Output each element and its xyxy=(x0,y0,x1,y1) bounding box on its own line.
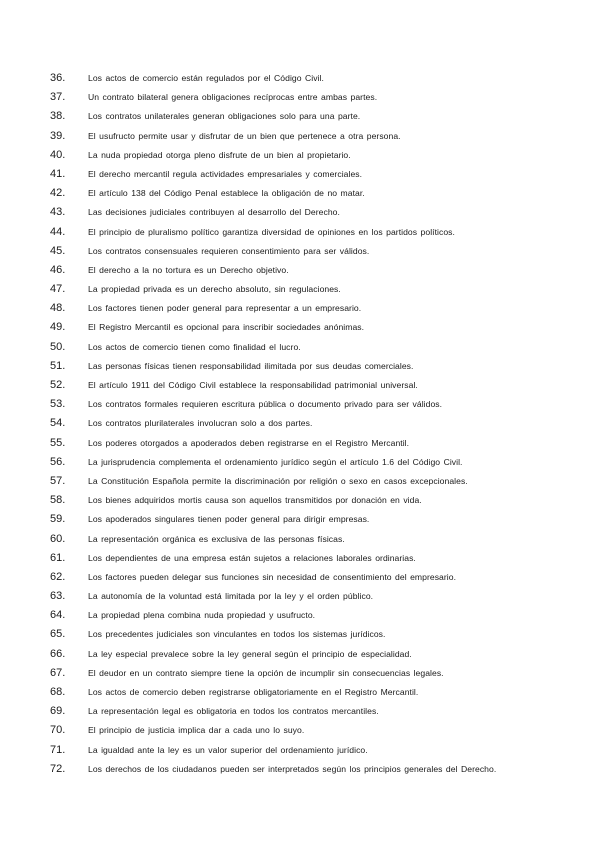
item-text: El derecho a la no tortura es un Derecho objetivo. xyxy=(88,264,289,275)
list-item xyxy=(50,69,570,88)
item-text: El deudor en un contrato siempre tiene la opción de incumplir sin consecuencias legales. xyxy=(88,667,444,678)
item-number: 71. xyxy=(50,743,66,756)
item-text: Los actos de comercio tienen como finalidad el lucro. xyxy=(88,341,301,352)
item-text: Los contratos unilaterales generan obligaciones solo para una parte. xyxy=(88,111,361,122)
item-number: 44. xyxy=(50,225,66,238)
item-text: Los factores tienen poder general para representar a un empresario. xyxy=(88,303,362,314)
item-number: 66. xyxy=(50,647,66,660)
list-item xyxy=(50,127,570,146)
item-number: 68. xyxy=(50,686,66,698)
list-item xyxy=(50,664,570,683)
item-text: Los contratos consensuales requieren consentimiento para ser válidos. xyxy=(88,245,370,256)
item-text: La propiedad privada es un derecho absoluto, sin regulaciones. xyxy=(88,284,341,295)
item-number: 51. xyxy=(50,359,66,372)
item-text: La ley especial prevalece sobre la ley general según el principio de especialidad. xyxy=(88,648,412,659)
item-text: Los actos de comercio están regulados por el Código Civil. xyxy=(88,73,324,83)
list-item xyxy=(50,107,570,126)
item-number: 63. xyxy=(50,590,66,603)
item-text: La jurisprudencia complementa el ordenamiento jurídico según el artículo 1.6 del Código Civil. xyxy=(88,456,463,467)
item-text: La propiedad plena combina nuda propiedad y usufructo. xyxy=(88,610,316,621)
list-item xyxy=(50,510,570,529)
item-number: 64. xyxy=(50,609,66,622)
list-item xyxy=(50,491,570,510)
list-item xyxy=(50,338,570,357)
item-text: Un contrato bilateral genera obligaciones recíprocas entre ambas partes. xyxy=(88,92,378,103)
list-item xyxy=(50,645,570,664)
item-number: 41. xyxy=(50,167,66,180)
item-number: 69. xyxy=(50,705,66,718)
list-item xyxy=(50,146,570,165)
list-item xyxy=(50,568,570,587)
list-item xyxy=(50,530,570,549)
item-number: 36. xyxy=(50,72,66,84)
list-item xyxy=(50,357,570,376)
list-item xyxy=(50,318,570,337)
item-number: 46. xyxy=(50,263,66,276)
item-text: La nuda propiedad otorga pleno disfrute de un bien al propietario. xyxy=(88,149,351,160)
statement-list xyxy=(50,69,570,779)
item-number: 42. xyxy=(50,187,66,200)
item-number: 65. xyxy=(50,628,66,641)
item-text: La autonomía de la voluntad está limitada por la ley y el orden público. xyxy=(88,591,374,602)
item-number: 60. xyxy=(50,532,66,545)
item-text: Los dependientes de una empresa están sujetos a relaciones laborales ordinarias. xyxy=(88,552,416,563)
list-item xyxy=(50,683,570,702)
item-number: 53. xyxy=(50,398,66,411)
list-item xyxy=(50,453,570,472)
item-text: La igualdad ante la ley es un valor superior del ordenamiento jurídico. xyxy=(88,744,368,755)
list-item xyxy=(50,242,570,261)
list-item xyxy=(50,395,570,414)
item-number: 39. xyxy=(50,129,66,142)
item-number: 57. xyxy=(50,474,66,487)
item-text: Los derechos de los ciudadanos pueden ser interpretados según los principios generales del Derecho. xyxy=(88,763,497,774)
list-item xyxy=(50,721,570,740)
item-text: El principio de pluralismo político garantiza diversidad de opiniones en los partidos políticos. xyxy=(88,226,455,237)
item-text: Las personas físicas tienen responsabilidad ilimitada por sus deudas comerciales. xyxy=(88,360,414,371)
list-item xyxy=(50,280,570,299)
list-item xyxy=(50,760,570,779)
list-item xyxy=(50,376,570,395)
item-text: El artículo 138 del Código Penal establece la obligación de no matar. xyxy=(88,188,365,199)
list-item xyxy=(50,88,570,107)
item-number: 59. xyxy=(50,513,66,526)
item-text: Los poderes otorgados a apoderados deben registrarse en el Registro Mercantil. xyxy=(88,437,410,448)
item-number: 48. xyxy=(50,302,66,315)
list-item xyxy=(50,299,570,318)
item-text: Las decisiones judiciales contribuyen al desarrollo del Derecho. xyxy=(88,207,340,218)
item-text: La Constitución Española permite la discriminación por religión o sexo en casos excepcionales. xyxy=(88,475,468,486)
item-text: Los factores pueden delegar sus funciones sin necesidad de consentimiento del empresario. xyxy=(88,571,457,582)
item-text: Los contratos plurilaterales involucran solo a dos partes. xyxy=(88,418,313,429)
item-text: El usufructo permite usar y disfrutar de un bien que pertenece a otra persona. xyxy=(88,130,401,141)
item-number: 43. xyxy=(50,206,66,219)
item-text: Los precedentes judiciales son vinculantes en todos los sistemas jurídicos. xyxy=(88,629,386,640)
item-number: 40. xyxy=(50,148,66,161)
item-number: 72. xyxy=(50,762,66,775)
item-number: 37. xyxy=(50,91,66,104)
item-number: 54. xyxy=(50,417,66,430)
list-item xyxy=(50,203,570,222)
item-number: 45. xyxy=(50,244,66,257)
item-text: El artículo 1911 del Código Civil establece la responsabilidad patrimonial universal. xyxy=(88,380,418,390)
item-number: 56. xyxy=(50,455,66,468)
list-item xyxy=(50,223,570,242)
item-number: 50. xyxy=(50,340,66,353)
list-item xyxy=(50,414,570,433)
list-item xyxy=(50,184,570,203)
list-item xyxy=(50,702,570,721)
list-item xyxy=(50,472,570,491)
item-number: 49. xyxy=(50,321,66,334)
list-item xyxy=(50,625,570,644)
item-number: 61. xyxy=(50,551,66,564)
list-item xyxy=(50,606,570,625)
item-number: 70. xyxy=(50,724,66,737)
item-number: 38. xyxy=(50,110,66,123)
item-number: 67. xyxy=(50,666,66,679)
item-number: 58. xyxy=(50,494,66,507)
item-text: La representación orgánica es exclusiva de las personas físicas. xyxy=(88,533,345,544)
list-item xyxy=(50,165,570,184)
item-text: Los apoderados singulares tienen poder general para dirigir empresas. xyxy=(88,514,370,525)
item-number: 55. xyxy=(50,436,66,449)
item-text: Los bienes adquiridos mortis causa son aquellos transmitidos por donación en vida. xyxy=(88,495,422,506)
list-item xyxy=(50,587,570,606)
item-text: Los contratos formales requieren escritura pública o documento privado para ser válidos. xyxy=(88,399,443,410)
item-number: 52. xyxy=(50,379,66,391)
item-text: El Registro Mercantil es opcional para inscribir sociedades anónimas. xyxy=(88,322,365,333)
list-item xyxy=(50,549,570,568)
item-number: 62. xyxy=(50,570,66,583)
list-item xyxy=(50,741,570,760)
item-text: El derecho mercantil regula actividades empresariales y comerciales. xyxy=(88,168,363,179)
item-text: El principio de justicia implica dar a cada uno lo suyo. xyxy=(88,725,305,736)
list-item xyxy=(50,434,570,453)
list-item xyxy=(50,261,570,280)
item-text: Los actos de comercio deben registrarse obligatoriamente en el Registro Mercantil. xyxy=(88,687,419,697)
item-number: 47. xyxy=(50,283,66,296)
item-text: La representación legal es obligatoria en todos los contratos mercantiles. xyxy=(88,706,379,717)
